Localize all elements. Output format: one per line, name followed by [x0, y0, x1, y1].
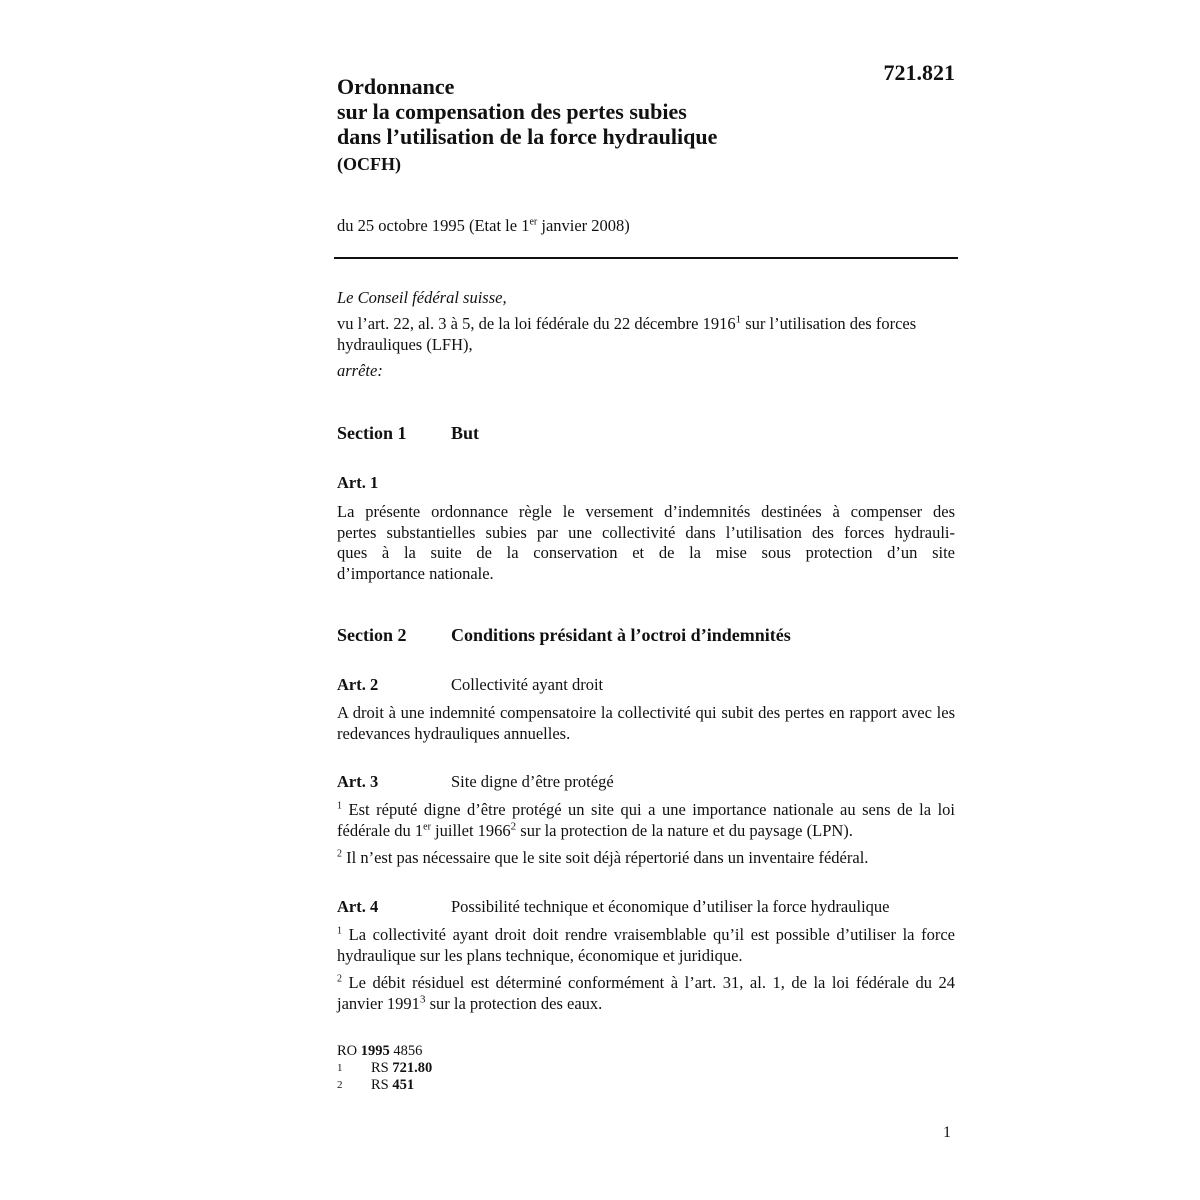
document-page	[337, 0, 955, 1200]
article-title: Collectivité ayant droit	[451, 675, 604, 694]
paragraph-text: La collectivité ayant droit doit rendre vraisemblable qu’il est possible d’utiliser la force hydraulique sur les plans technique, économique et juridique.	[337, 925, 955, 965]
page-number: 1	[943, 1124, 951, 1141]
footnote-ref: 2	[510, 820, 517, 832]
paragraph-number: 2	[337, 973, 342, 985]
ro-page: 4856	[389, 1043, 423, 1059]
section-title: Conditions présidant à l’octroi d’indemnités	[451, 625, 791, 645]
title-line: sur la compensation des pertes subies	[337, 99, 687, 124]
article-heading	[337, 675, 603, 695]
text-line: pertes substantielles subies par une collectivité dans l’utilisation des forces hydrauli-	[337, 522, 955, 542]
article-label: Art. 4	[337, 897, 379, 916]
article-heading	[337, 473, 451, 493]
footnote-ref: 3	[419, 993, 426, 1005]
ro-prefix: RO	[337, 1043, 361, 1059]
footnote-number: 2	[337, 1079, 343, 1091]
section-heading	[337, 625, 791, 646]
preamble-basis	[337, 314, 955, 355]
ro-reference	[337, 1043, 432, 1060]
article-3-paragraph-1	[337, 800, 955, 841]
article-label: Art. 3	[337, 772, 379, 791]
article-label: Art. 1	[337, 473, 379, 492]
article-title: Site digne d’être protégé	[451, 772, 614, 791]
article-4-paragraph-2	[337, 973, 955, 1014]
article-heading	[337, 772, 614, 792]
date-prefix: du 25 octobre 1995 (Etat le 1	[337, 216, 530, 235]
paragraph-number: 1	[337, 800, 342, 812]
article-title: Possibilité technique et économique d’utiliser la force hydraulique	[451, 897, 890, 916]
ordinance-title	[337, 74, 857, 149]
paragraph-text: juillet 1966	[430, 820, 511, 840]
ro-year: 1995	[360, 1043, 390, 1059]
footnote-reference: 721.80	[392, 1060, 433, 1076]
paragraph-text: Est réputé digne d’être protégé un site qui a une importance nationale au sens de la loi fédérale du 1	[337, 800, 955, 840]
paragraph-text: Le débit résiduel est déterminé conformément à l’art. 31, al. 1, de la loi fédérale du 24 janvier 1991	[337, 973, 955, 1013]
footnote-reference: 451	[392, 1077, 415, 1093]
basis-text: vu l’art. 22, al. 3 à 5, de la loi fédérale du 22 décembre 1916	[337, 314, 736, 333]
article-4-paragraph-1	[337, 925, 955, 966]
footnotes	[337, 1043, 432, 1094]
section-label: Section 1	[337, 423, 407, 443]
sr-number: 721.821	[883, 60, 955, 85]
section-title: But	[451, 423, 480, 443]
footnote	[337, 1077, 432, 1094]
footnote-prefix: RS	[371, 1060, 393, 1076]
article-1-text	[337, 502, 955, 584]
date-suffix: janvier 2008)	[537, 216, 630, 235]
article-heading	[337, 897, 890, 917]
paragraph-text: sur la protection de la nature et du paysage (LPN).	[516, 820, 853, 840]
preamble-authority: Le Conseil fédéral suisse,	[337, 288, 507, 307]
basis-text-end: sur l’utilisation des forces hydrauliques (LFH),	[337, 314, 917, 354]
title-line: Ordonnance	[337, 74, 455, 99]
footnote-ref: 1	[735, 313, 742, 326]
article-3-paragraph-2	[337, 848, 955, 869]
ordinance-abbreviation: (OCFH)	[337, 154, 401, 174]
paragraph-text: Il n’est pas nécessaire que le site soit déjà répertorié dans un inventaire fédéral.	[342, 848, 869, 867]
text-line: d’importance nationale.	[337, 563, 494, 583]
footnote	[337, 1060, 432, 1077]
title-divider	[334, 257, 958, 259]
text-line: La présente ordonnance règle le versement d’indemnités destinées à compenser des	[337, 502, 955, 521]
article-2-text: A droit à une indemnité compensatoire la collectivité qui subit des pertes en rapport avec les redevances hydrauliques annuelles.	[337, 703, 955, 743]
preamble-decree: arrête:	[337, 361, 383, 380]
article-label: Art. 2	[337, 675, 379, 694]
paragraph-text: sur la protection des eaux.	[425, 993, 603, 1013]
date-superscript: er	[529, 216, 538, 228]
title-line: dans l’utilisation de la force hydraulique	[337, 124, 718, 149]
section-heading	[337, 423, 479, 444]
footnote-prefix: RS	[371, 1077, 393, 1093]
section-label: Section 2	[337, 625, 407, 645]
paragraph-number: 2	[337, 848, 342, 860]
text-line: ques à la suite de la conservation et de la mise sous protection d’un site	[337, 543, 955, 562]
ordinal-superscript: er	[423, 821, 431, 832]
ordinance-date	[337, 216, 630, 236]
footnote-number: 1	[337, 1062, 343, 1074]
paragraph-number: 1	[337, 925, 342, 937]
